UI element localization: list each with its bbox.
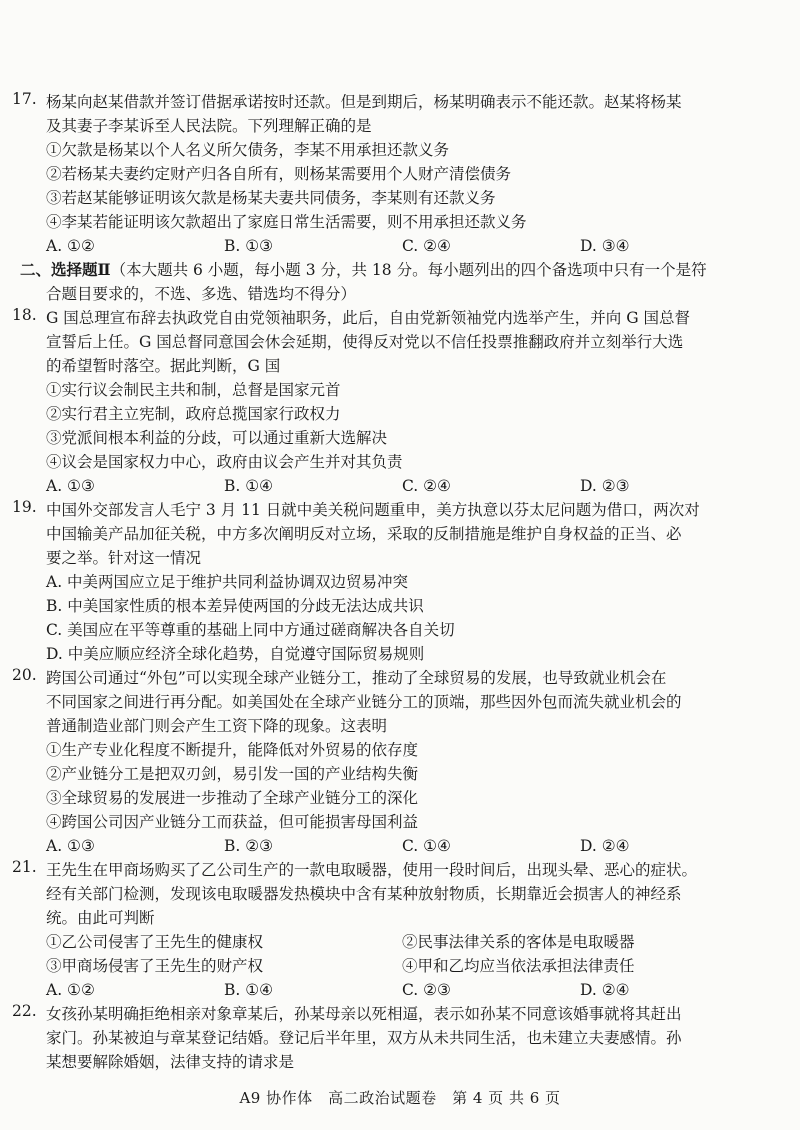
question-stem-line: 杨某向赵某借款并签订借据承诺按时还款。但是到期后，杨某明确表示不能还款。赵某将杨某	[46, 93, 682, 111]
answer-options	[46, 474, 758, 498]
statement: ①实行议会制民主共和制，总督是国家元首	[46, 381, 341, 399]
option-c: C. ②④	[402, 237, 451, 255]
option-d: D. ②③	[580, 477, 630, 495]
statement: ③党派间根本利益的分歧，可以通过重新大选解决	[46, 429, 388, 447]
statement: ④跨国公司因产业链分工而获益，但可能损害母国利益	[46, 813, 419, 831]
option-b: B. ②③	[224, 837, 274, 855]
option-b: B. 中美国家性质的根本差异使两国的分歧无法达成共识	[46, 597, 424, 615]
statement: ③若赵某能够证明该欠款是杨某夫妻共同债务，李某则有还款义务	[46, 189, 496, 207]
statement: ①乙公司侵害了王先生的健康权	[46, 933, 264, 951]
question-stem-line: 经有关部门检测，发现该电取暖器发热模块中含有某种放射物质，长期靠近会损害人的神经系	[46, 885, 682, 903]
option-c: C. ①④	[402, 837, 451, 855]
question-number: 19.	[12, 498, 37, 516]
option-c: C. 美国应在平等尊重的基础上同中方通过磋商解决各自关切	[46, 621, 455, 639]
question-stem-line: 某想要解除婚姻，法律支持的请求是	[46, 1053, 295, 1071]
option-a: A. 中美两国应立足于维护共同利益协调双边贸易冲突	[46, 573, 409, 591]
question-stem-line: 王先生在甲商场购买了乙公司生产的一款电取暖器，使用一段时间后，出现头晕、恶心的症状。	[46, 861, 698, 879]
option-a: A. ①③	[46, 477, 95, 495]
question-stem-line: 的希望暂时落空。据此判断，G 国	[46, 357, 281, 375]
statement: ①生产专业化程度不断提升，能降低对外贸易的依存度	[46, 741, 419, 759]
question-20	[12, 666, 758, 858]
question-stem-line: G 国总理宣布辞去执政党自由党领袖职务，此后，自由党新领袖党内选举产生，并向 G 国总督	[46, 309, 691, 327]
question-19	[12, 498, 758, 666]
question-number: 21.	[12, 858, 37, 876]
section-desc-line: 合题目要求的，不选、多选、错选均不得分）	[46, 285, 357, 303]
statement: ②产业链分工是把双刃剑，易引发一国的产业结构失衡	[46, 765, 419, 783]
statement: ②民事法律关系的客体是电取暖器	[402, 933, 635, 951]
question-17	[12, 90, 758, 258]
statement: ②实行君主立宪制，政府总揽国家行政权力	[46, 405, 341, 423]
statement: ③全球贸易的发展进一步推动了全球产业链分工的深化	[46, 789, 419, 807]
section-title: 二、选择题Ⅱ	[20, 260, 111, 279]
statement: ④李某若能证明该欠款超出了家庭日常生活需要，则不用承担还款义务	[46, 213, 527, 231]
page-footer: A9 协作体 高二政治试题卷 第 4 页 共 6 页	[239, 1089, 561, 1107]
question-stem-line: 不同国家之间进行再分配。如美国处在全球产业链分工的顶端，那些因外包而流失就业机会的	[46, 693, 682, 711]
section-heading	[20, 258, 762, 306]
statement: ③甲商场侵害了王先生的财产权	[46, 957, 264, 975]
option-c: C. ②④	[402, 477, 451, 495]
statement: ④甲和乙均应当依法承担法律责任	[402, 957, 635, 975]
option-c: C. ②③	[402, 981, 451, 999]
question-stem-line: 及其妻子李某诉至人民法院。下列理解正确的是	[46, 117, 372, 135]
option-b: B. ①③	[224, 237, 274, 255]
option-d: D. ③④	[580, 237, 630, 255]
question-21	[12, 858, 758, 1002]
statement: ④议会是国家权力中心，政府由议会产生并对其负责	[46, 453, 403, 471]
question-stem-line: 统。由此可判断	[46, 909, 155, 927]
question-number: 18.	[12, 306, 37, 324]
option-b: B. ①④	[224, 981, 274, 999]
section-desc-line: （本大题共 6 小题，每小题 3 分，共 18 分。每小题列出的四个备选项中只有一个是符	[110, 261, 707, 279]
option-a: A. ①②	[46, 981, 95, 999]
question-22	[12, 1002, 758, 1074]
question-stem-line: 家门。孙某被迫与章某登记结婚。登记后半年里，双方从未共同生活，也未建立夫妻感情。孙	[46, 1029, 682, 1047]
question-stem-line: 普通制造业部门则会产生工资下降的现象。这表明	[46, 717, 388, 735]
question-stem-line: 女孩孙某明确拒绝相亲对象章某后，孙某母亲以死相逼，表示如孙某不同意该婚事就将其赶出	[46, 1005, 682, 1023]
question-stem-line: 宣誓后上任。G 国总督同意国会休会延期，使得反对党以不信任投票推翻政府并立刻举行大选	[46, 333, 684, 351]
option-b: B. ①④	[224, 477, 274, 495]
question-stem-line: 中国输美产品加征关税，中方多次阐明反对立场，采取的反制措施是维护自身权益的正当、必	[46, 525, 682, 543]
answer-options	[46, 978, 758, 1002]
question-stem-line: 要之举。针对这一情况	[46, 549, 202, 567]
question-18	[12, 306, 758, 498]
question-stem-line: 中国外交部发言人毛宁 3 月 11 日就中美关税问题重申，美方执意以芬太尼问题为借口，两次对	[46, 501, 700, 519]
question-number: 22.	[12, 1002, 37, 1020]
answer-options	[46, 234, 758, 258]
statement: ②若杨某夫妻约定财产归各自所有，则杨某需要用个人财产清偿债务	[46, 165, 512, 183]
option-d: D. ②④	[580, 981, 630, 999]
statement-row	[46, 954, 758, 978]
statement: ①欠款是杨某以个人名义所欠债务，李某不用承担还款义务	[46, 141, 450, 159]
statement-row	[46, 930, 758, 954]
question-number: 20.	[12, 666, 37, 684]
option-d: D. ②④	[580, 837, 630, 855]
question-number: 17.	[12, 90, 37, 108]
answer-options	[46, 834, 758, 858]
option-a: A. ①③	[46, 837, 95, 855]
option-a: A. ①②	[46, 237, 95, 255]
option-d: D. 中美应顺应经济全球化趋势，自觉遵守国际贸易规则	[46, 645, 425, 663]
question-stem-line: 跨国公司通过“外包”可以实现全球产业链分工，推动了全球贸易的发展，也导致就业机会在	[46, 669, 667, 687]
